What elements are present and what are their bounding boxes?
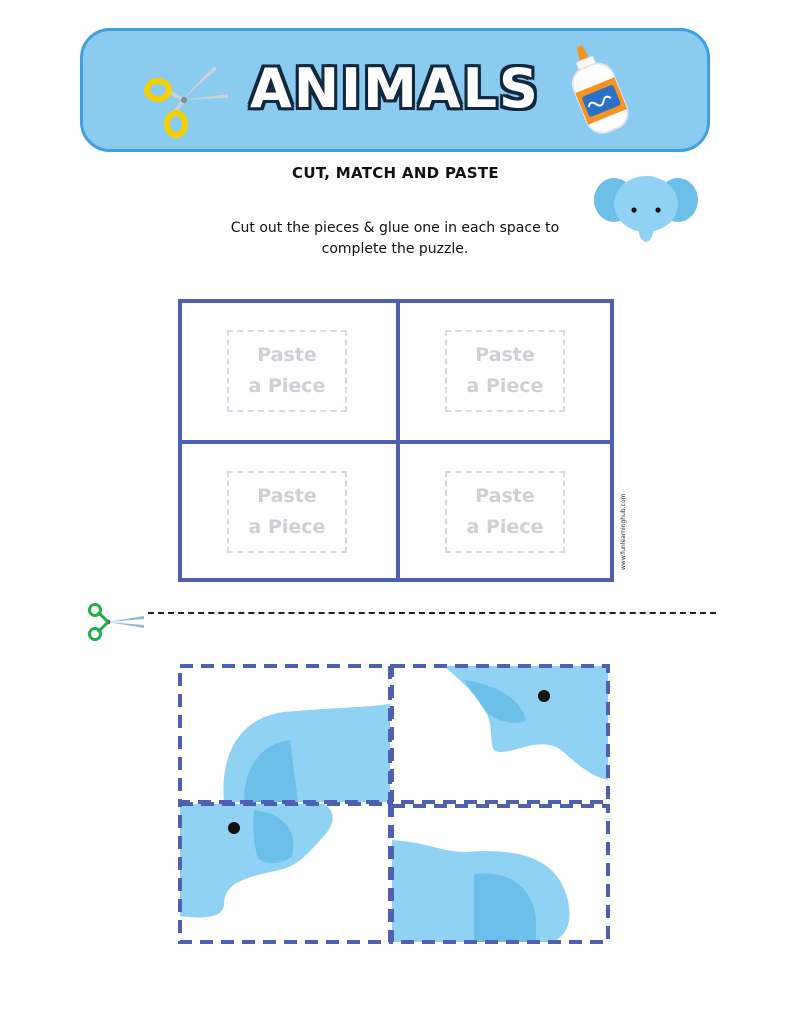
paste-grid — [178, 299, 614, 582]
grid-divider-horizontal — [182, 440, 610, 444]
paste-slot-2 — [445, 330, 565, 412]
paste-slot-line-2: a Piece — [466, 516, 544, 538]
instructions — [195, 218, 595, 260]
paste-slot-1 — [227, 330, 347, 412]
glue-bottle-icon — [558, 40, 640, 140]
puzzle-piece-1[interactable] — [223, 704, 390, 802]
instruction-line-2: complete the puzzle. — [321, 241, 469, 257]
paste-slot-3 — [227, 471, 347, 553]
cut-line — [148, 612, 716, 614]
scissors-icon — [142, 60, 234, 142]
paste-slot-line-2: a Piece — [248, 516, 326, 538]
paste-slot-line-2: a Piece — [248, 375, 326, 397]
paste-slot-line-1: Paste — [257, 344, 317, 366]
worksheet-subtitle: CUT, MATCH AND PASTE — [292, 164, 499, 182]
paste-slot-line-1: Paste — [475, 344, 535, 366]
paste-slot-4 — [445, 471, 565, 553]
paste-slot-line-1: Paste — [257, 485, 317, 507]
paste-slot-line-2: a Piece — [466, 375, 544, 397]
page-title: ANIMALS — [250, 57, 540, 120]
paste-slot-line-1: Paste — [475, 485, 535, 507]
puzzle-pieces — [174, 660, 616, 950]
elephant-icon — [594, 174, 698, 246]
puzzle-piece-2[interactable] — [444, 666, 608, 780]
puzzle-piece-4[interactable] — [392, 840, 570, 942]
cut-scissors-icon — [86, 602, 146, 642]
instruction-line-1: Cut out the pieces & glue one in each space to — [230, 220, 560, 236]
puzzle-piece-3[interactable] — [180, 804, 333, 918]
watermark: www.funlearninghub.com — [620, 493, 627, 570]
